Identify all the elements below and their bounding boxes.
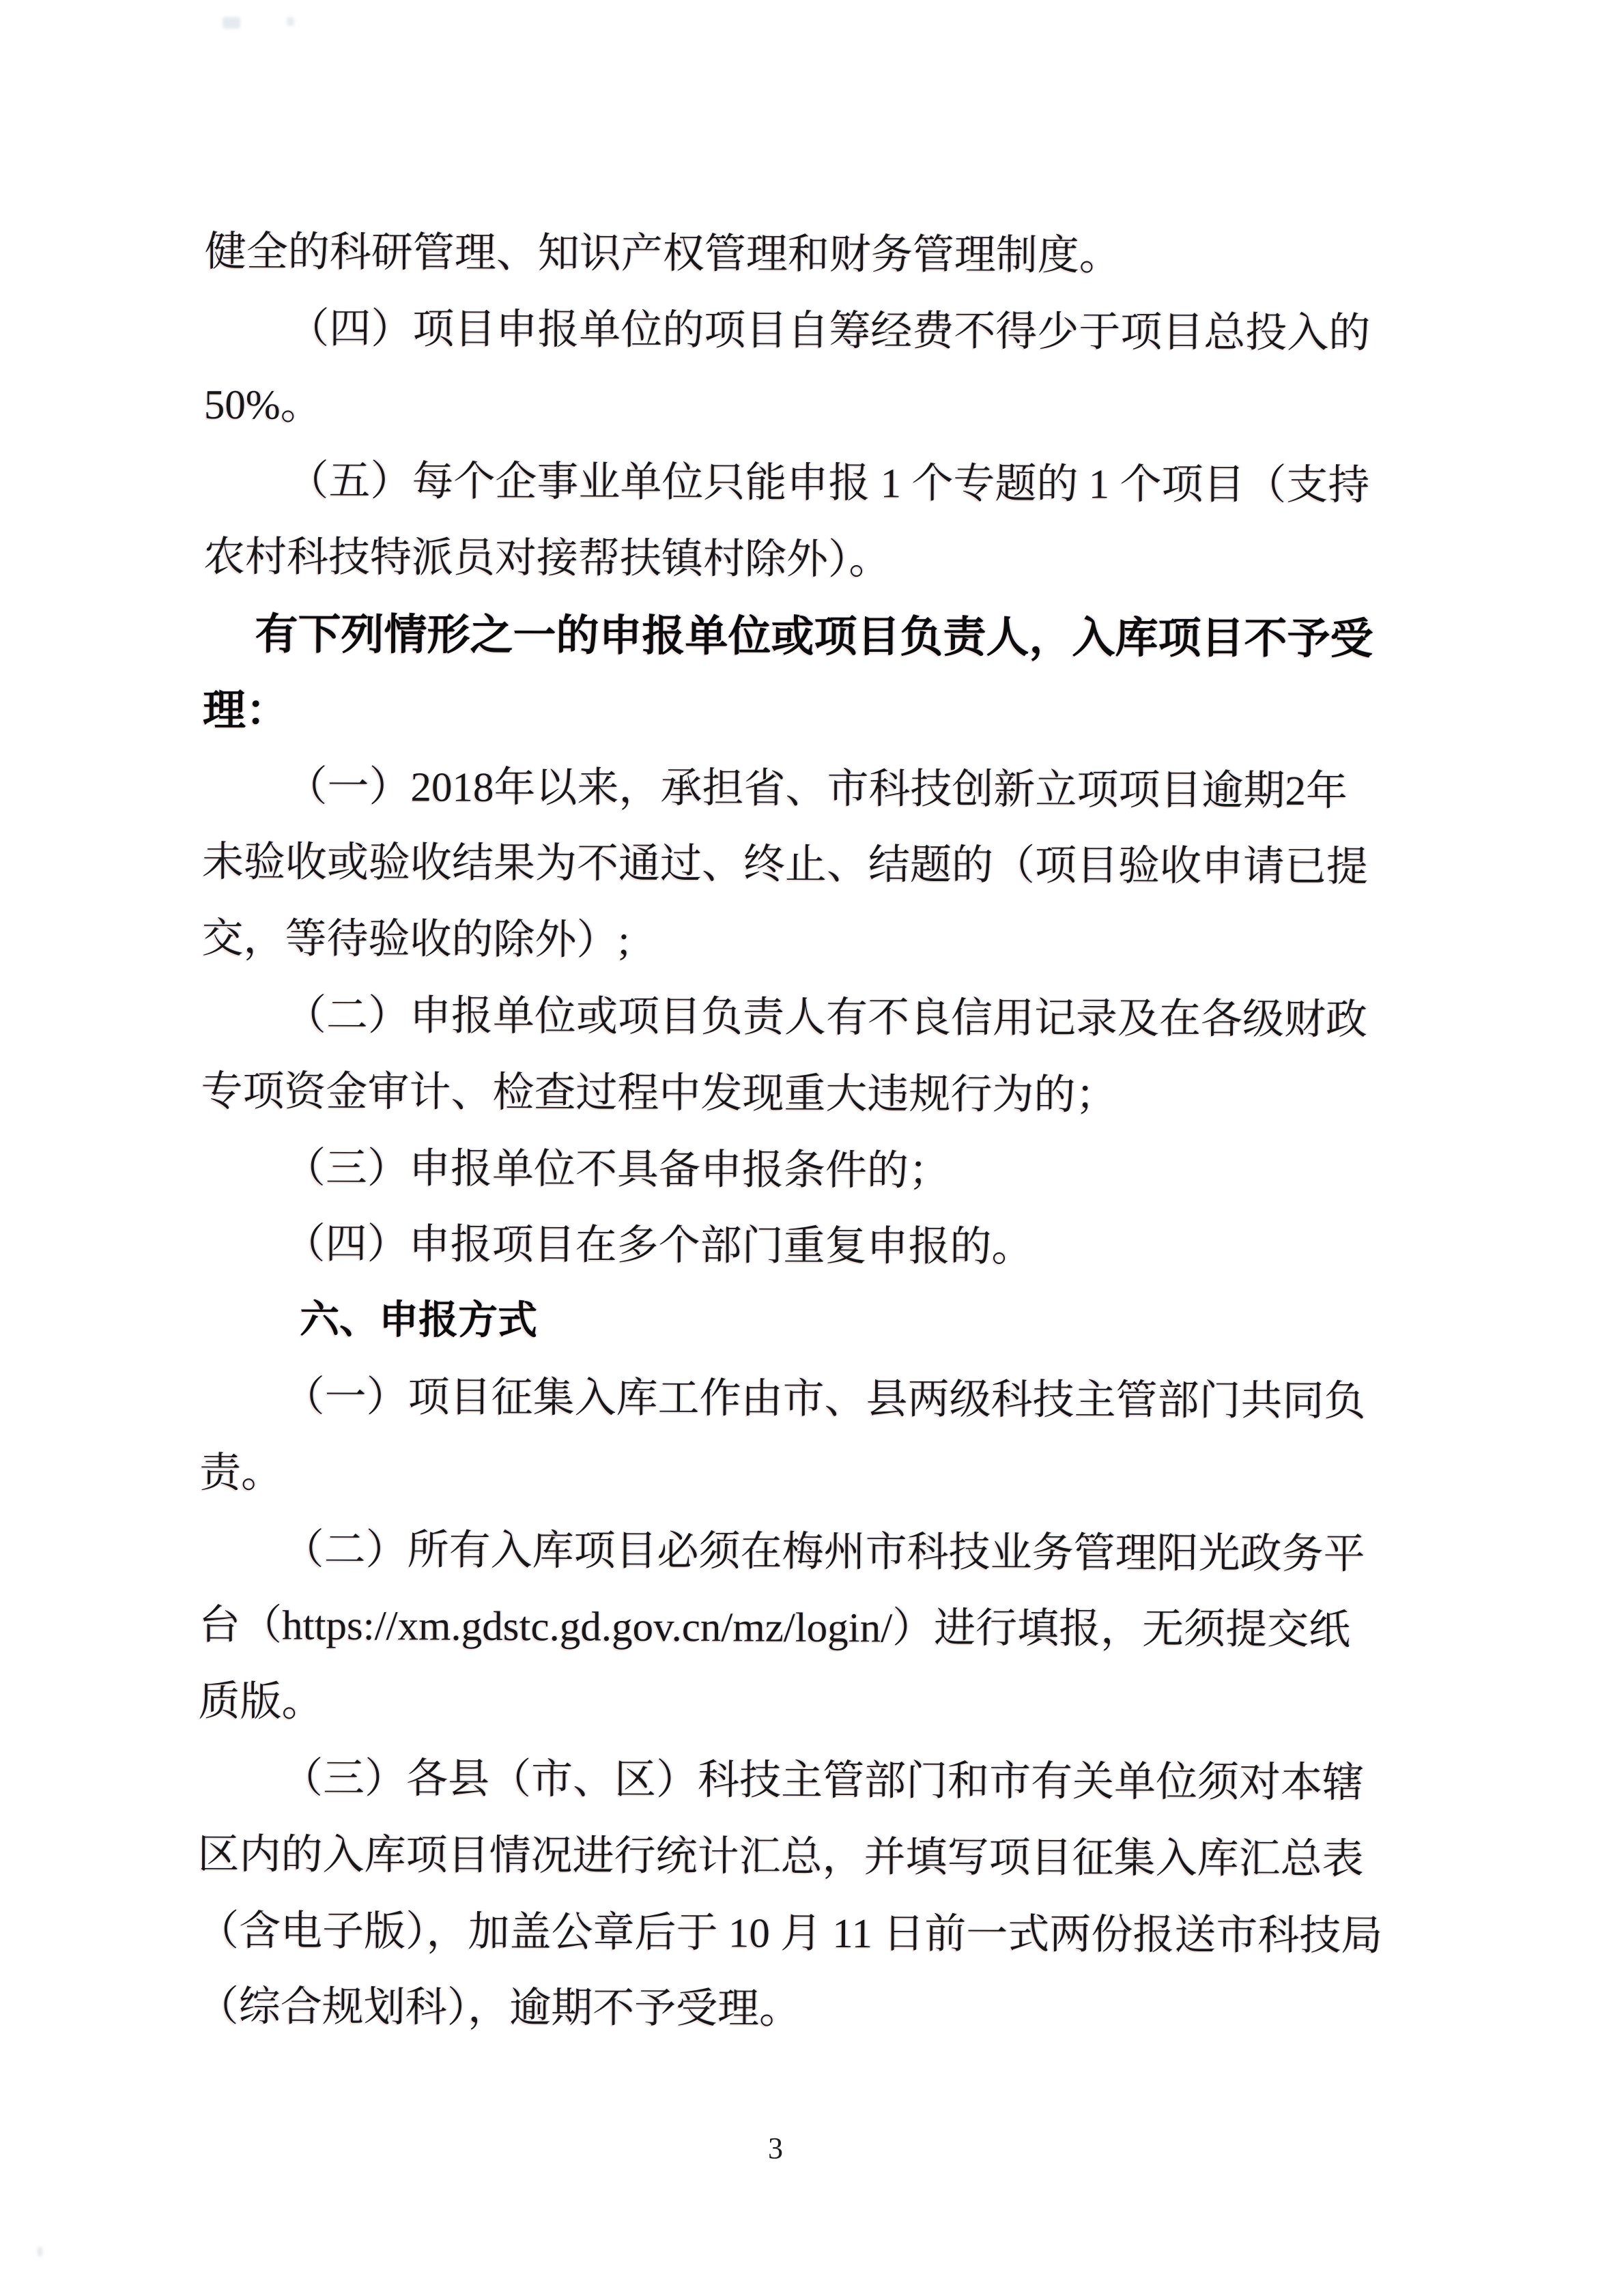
text-line: 理： xyxy=(202,686,289,735)
text-line: 六、申报方式 xyxy=(299,1297,538,1343)
text-line: 未验收或验收结果为不通过、终止、结题的（项目验收申请已提 xyxy=(201,839,1369,891)
text-line: （四）申报项目在多个部门重复申报的。 xyxy=(283,1221,1034,1271)
page-number: 3 xyxy=(768,2132,783,2165)
text-line: （一）2018年以来，承担省、市科技创新立项项目逾期2年 xyxy=(285,764,1348,815)
text-line: （五）每个企事业单位只能申报 1 个专题的 1 个项目（支持 xyxy=(287,458,1370,509)
text-line: （三）申报单位不具备申报条件的； xyxy=(283,1145,951,1194)
text-line: 50%。 xyxy=(203,382,322,429)
text-line: 健全的科研管理、知识产权管理和财务管理制度。 xyxy=(204,229,1122,279)
text-line: 质版。 xyxy=(198,1678,324,1725)
text-line: （四）项目申报单位的项目自筹经费不得少于项目总投入的 xyxy=(287,306,1371,357)
text-line: 区内的入库项目情况进行统计汇总，并填写项目征集入库汇总表 xyxy=(197,1831,1364,1883)
text-line: （一）项目征集入库工作由市、县两级科技主管部门共同负 xyxy=(283,1374,1366,1425)
text-line: 交，等待验收的除外）; xyxy=(201,915,630,964)
text-line: 责。 xyxy=(199,1450,283,1497)
text-line: 专项资金审计、检查过程中发现重大违规行为的； xyxy=(201,1068,1117,1119)
text-line: （综合规划科），逾期不予受理。 xyxy=(197,1983,801,2033)
text-line: （含电子版），加盖公章后于 10 月 11 日前一式两份报送市科技局 xyxy=(197,1908,1383,1960)
text-line: （二）申报单位或项目负责人有不良信用记录及在各级财政 xyxy=(284,992,1368,1044)
text-line: 台（https://xm.gdstc.gd.gov.cn/mz/login/）进行填报，无须提交纸 xyxy=(198,1602,1351,1654)
text-line: 有下列情形之一的申报单位或项目负责人，入库项目不予受 xyxy=(255,610,1373,663)
text-line: 农村科技特派员对接帮扶镇村除外）。 xyxy=(203,534,891,584)
text-line: （三）各县（市、区）科技主管部门和市有关单位须对本辖 xyxy=(281,1755,1365,1807)
text-line: （二）所有入库项目必须在梅州市科技业务管理阳光政务平 xyxy=(282,1527,1365,1578)
